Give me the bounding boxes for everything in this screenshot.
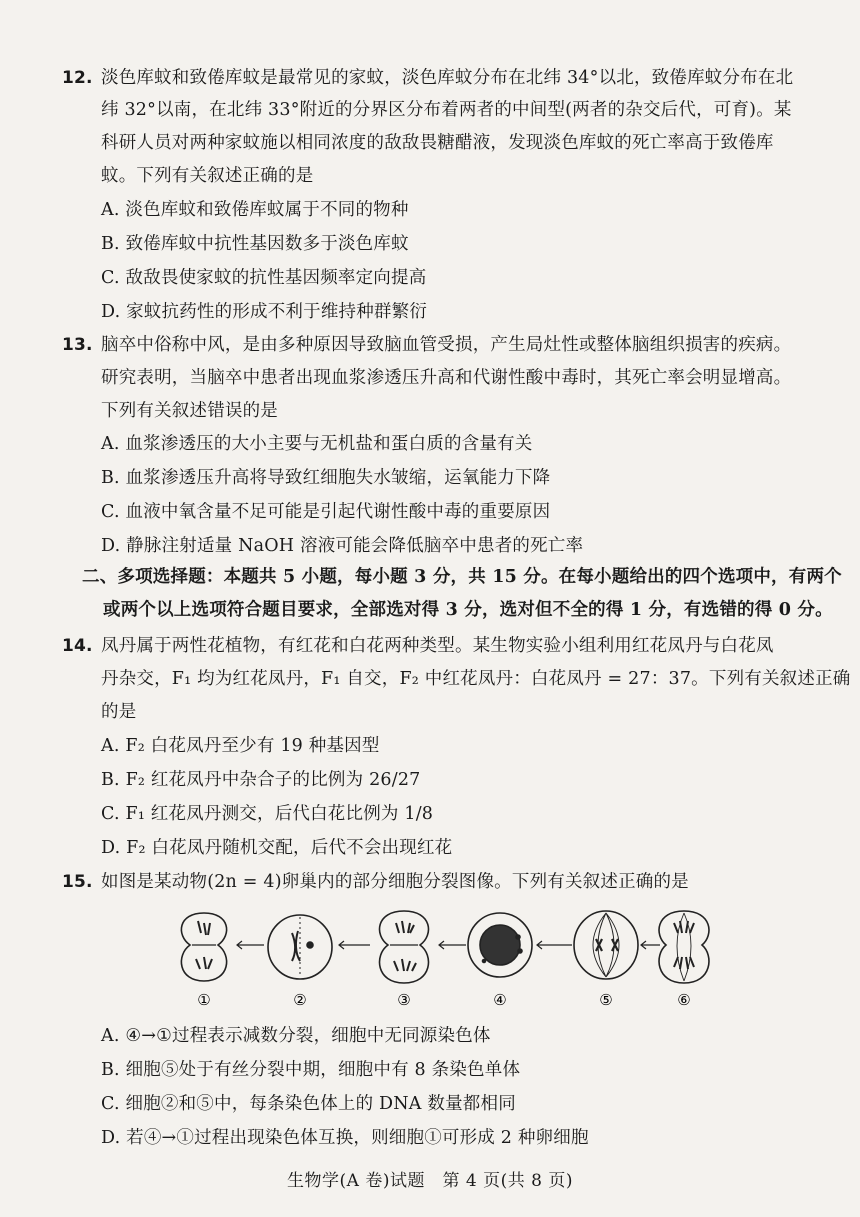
question-text: 丹杂交，F₁ 均为红花凤丹，F₁ 自交，F₂ 中红花凤丹：白花凤丹 = 27：37。下列有关叙述正确 (101, 669, 851, 689)
option-b: B. 致倦库蚊中抗性基因数多于淡色库蚊 (101, 234, 409, 254)
question-number: 12. (62, 68, 93, 88)
question-text: 凤丹属于两性花植物，有红花和白花两种类型。某生物实验小组利用红花凤丹与白花凤 (101, 636, 774, 656)
cell-label-4: ④ (493, 991, 507, 1009)
cell-label-2: ② (293, 991, 307, 1009)
question-number: 14. (62, 636, 93, 656)
cell-5-image (574, 911, 638, 979)
option-d: D. 家蚊抗药性的形成不利于维持种群繁衍 (101, 302, 428, 322)
cell-label-1: ① (197, 991, 211, 1009)
cell-1-image (181, 913, 226, 981)
question-text: 蚊。下列有关叙述正确的是 (101, 166, 314, 186)
option-c: C. 细胞②和⑤中，每条染色体上的 DNA 数量都相同 (101, 1094, 516, 1114)
option-a: A. F₂ 白花凤丹至少有 19 种基因型 (101, 736, 380, 756)
question-text: 淡色库蚊和致倦库蚊是最常见的家蚊，淡色库蚊分布在北纬 34°以北，致倦库蚊分布在北 (101, 68, 794, 88)
cell-label-3: ③ (397, 991, 411, 1009)
question-text: 纬 32°以南，在北纬 33°附近的分界区分布着两者的中间型(两者的杂交后代，可育)。某 (101, 100, 792, 120)
option-b: B. 细胞⑤处于有丝分裂中期，细胞中有 8 条染色单体 (101, 1060, 521, 1080)
question-text: 研究表明，当脑卒中患者出现血浆渗透压升高和代谢性酸中毒时，其死亡率会明显增高。 (101, 368, 792, 388)
page-footer: 生物学(A 卷)试题 第 4 页(共 8 页) (287, 1171, 573, 1191)
question-text: 下列有关叙述错误的是 (101, 401, 278, 421)
option-c: C. 敌敌畏使家蚊的抗性基因频率定向提高 (101, 268, 427, 288)
option-a: A. 淡色库蚊和致倦库蚊属于不同的物种 (101, 200, 409, 220)
cell-4-image (468, 913, 532, 977)
option-b: B. F₂ 红花凤丹中杂合子的比例为 26/27 (101, 770, 421, 790)
question-number: 15. (62, 872, 93, 892)
option-a: A. 血浆渗透压的大小主要与无机盐和蛋白质的含量有关 (101, 434, 533, 454)
cell-label-6: ⑥ (677, 991, 691, 1009)
option-d: D. 静脉注射适量 NaOH 溶液可能会降低脑卒中患者的死亡率 (101, 536, 584, 556)
cell-label-5: ⑤ (599, 991, 613, 1009)
cell-division-diagram (160, 905, 720, 1015)
section-title: 二、多项选择题：本题共 5 小题，每小题 3 分，共 15 分。在每小题给出的四个选项中，有两个 (82, 567, 842, 587)
question-text: 脑卒中俗称中风，是由多种原因导致脑血管受损，产生局灶性或整体脑组织损害的疾病。 (101, 335, 792, 355)
cell-3-image (380, 911, 429, 983)
cell-2-image (268, 915, 332, 979)
option-b: B. 血浆渗透压升高将导致红细胞失水皱缩，运氧能力下降 (101, 468, 551, 488)
section-instructions: 或两个以上选项符合题目要求，全部选对得 3 分，选对但不全的得 1 分，有选错的得 0 分。 (103, 600, 833, 620)
option-d: D. F₂ 白花凤丹随机交配，后代不会出现红花 (101, 838, 453, 858)
cell-6-image (659, 911, 709, 983)
question-text: 如图是某动物(2n = 4)卵巢内的部分细胞分裂图像。下列有关叙述正确的是 (101, 872, 689, 892)
question-text: 的是 (101, 702, 137, 722)
option-a: A. ④→①过程表示减数分裂，细胞中无同源染色体 (101, 1026, 491, 1046)
option-c: C. 血液中氧含量不足可能是引起代谢性酸中毒的重要原因 (101, 502, 551, 522)
option-c: C. F₁ 红花凤丹测交，后代白花比例为 1/8 (101, 804, 434, 824)
option-d: D. 若④→①过程出现染色体互换，则细胞①可形成 2 种卵细胞 (101, 1128, 589, 1148)
question-number: 13. (62, 335, 93, 355)
question-text: 科研人员对两种家蚊施以相同浓度的敌敌畏糖醋液，发现淡色库蚊的死亡率高于致倦库 (101, 133, 774, 153)
